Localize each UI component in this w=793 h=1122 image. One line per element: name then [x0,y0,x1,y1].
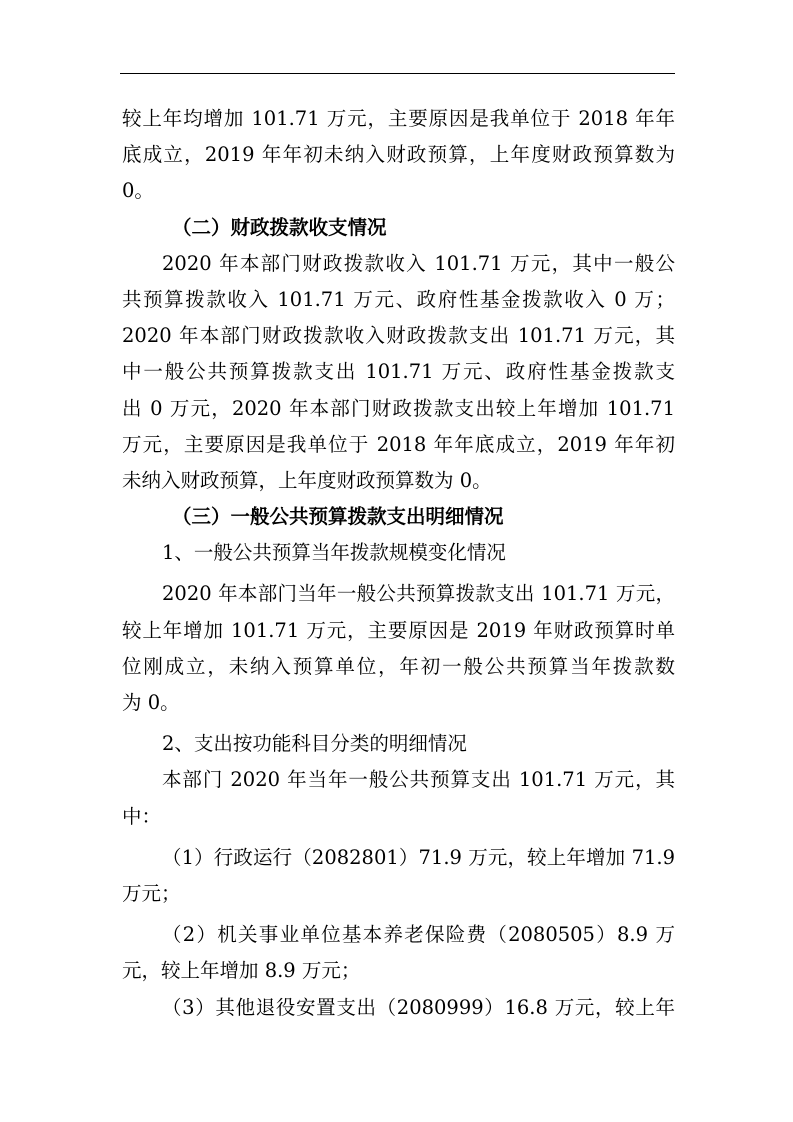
text-line: 2020 年本部门财政拨款收入财政拨款支出 101.71 万元，其 [122,324,675,348]
text-line: 元，较上年增加 8.9 万元； [122,959,361,983]
list-item: （2）机关事业单位基本养老保险费（2080505）8.9 万 [162,923,675,947]
text-line: 本部门 2020 年当年一般公共预算支出 101.71 万元，其 [162,768,675,792]
text-line: 共预算拨款收入 101.71 万元、政府性基金拨款收入 0 万； [122,287,675,311]
text-line: 2020 年本部门当年一般公共预算拨款支出 101.71 万元， [162,582,675,606]
document-body [122,101,675,1026]
text-line: 2020 年本部门财政拨款收入 101.71 万元，其中一般公 [162,251,675,275]
list-item: （3）其他退役安置支出（2080999）16.8 万元，较上年 [162,995,675,1019]
text-line: 万元，主要原因是我单位于 2018 年年底成立，2019 年年初 [122,432,675,456]
text-line: 较上年均增加 101.71 万元，主要原因是我单位于 2018 年年 [122,107,675,130]
text-line: 为 0。 [122,691,180,714]
text-line: 中： [122,804,162,828]
text-line: 较上年增加 101.71 万元，主要原因是 2019 年财政预算时单 [122,618,675,642]
header-rule [120,73,675,74]
text-line: 底成立，2019 年年初未纳入财政预算，上年度财政预算数为 [122,143,675,167]
subsection-heading: 1、一般公共预算当年拨款规模变化情况 [162,541,506,565]
text-line: 未纳入财政预算，上年度财政预算数为 0。 [122,468,492,492]
section-heading: （三）一般公共预算拨款支出明细情况 [172,505,504,529]
text-line: 中一般公共预算拨款支出 101.71 万元、政府性基金拨款支 [122,360,675,384]
text-line: 出 0 万元，2020 年本部门财政拨款支出较上年增加 101.71 [122,396,675,420]
list-item: （1）行政运行（2082801）71.9 万元，较上年增加 71.9 [162,845,675,869]
text-line: 位刚成立，未纳入预算单位，年初一般公共预算当年拨款数 [122,654,675,678]
text-line: 0。 [122,179,154,203]
subsection-heading: 2、支出按功能科目分类的明细情况 [162,732,467,756]
text-line: 万元； [122,881,181,905]
section-heading: （二）财政拨款收支情况 [172,215,387,239]
